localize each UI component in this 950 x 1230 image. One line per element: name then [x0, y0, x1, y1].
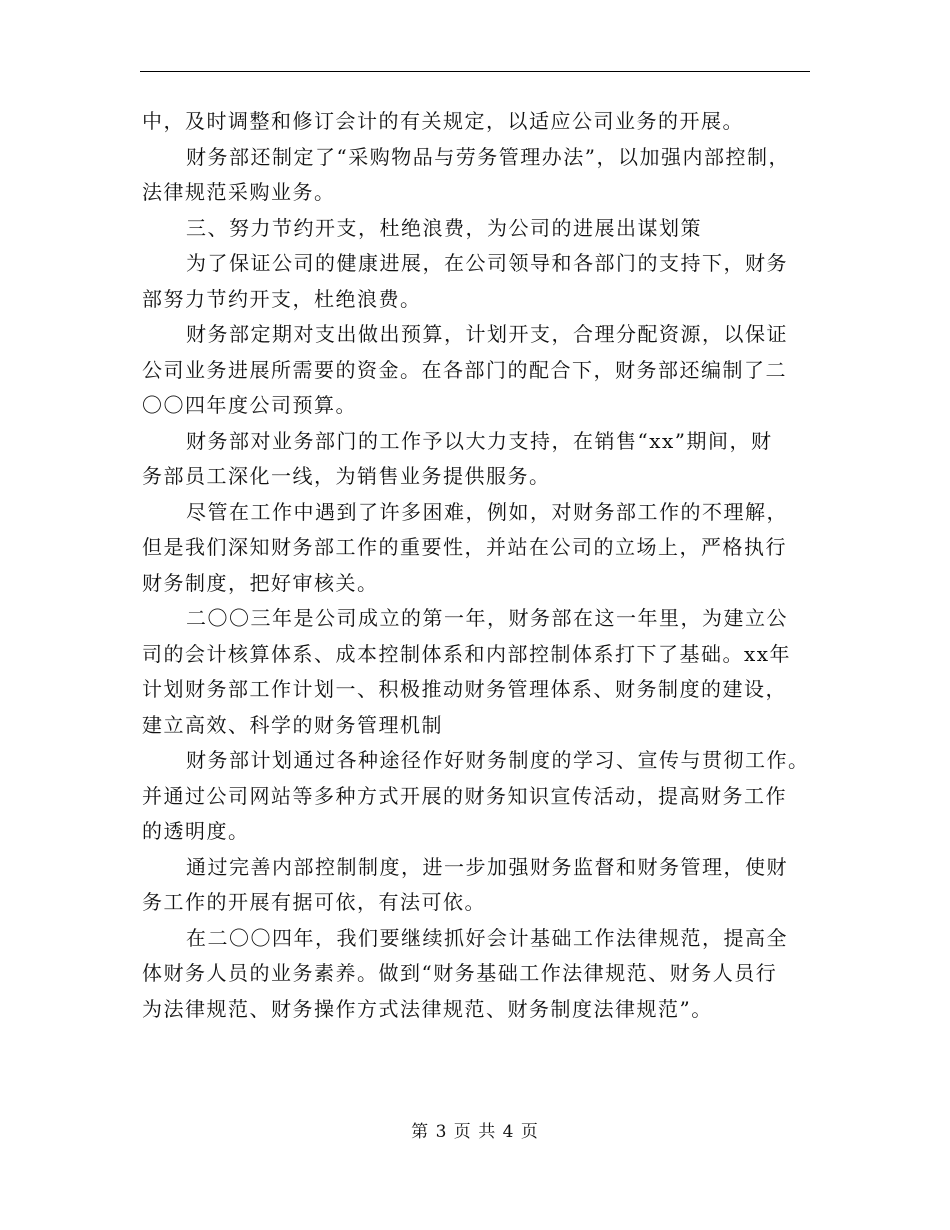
text-line: 财务部还制定了“采购物品与劳务管理办法”，以加强内部控制， [186, 144, 790, 169]
text-line: 法律规范采购业务。 [142, 180, 336, 204]
text-line: 的透明度。 [142, 819, 250, 843]
text-line: 为了保证公司的健康进展，在公司领导和各部门的支持下，财务 [186, 251, 788, 275]
body-text [142, 104, 812, 1027]
text-line: 务工作的开展有据可依，有法可依。 [142, 890, 486, 914]
text-line: 计划财务部工作计划一、积极推动财务管理体系、财务制度的建设， [142, 677, 787, 701]
text-line: 二〇〇三年是公司成立的第一年，财务部在这一年里，为建立公 [186, 606, 788, 630]
text-line: 中，及时调整和修订会计的有关规定，以适应公司业务的开展。 [142, 109, 744, 133]
text-line: 财务部对业务部门的工作予以大力支持，在销售“xx”期间，财 [186, 428, 773, 453]
text-line: 务部员工深化一线，为销售业务提供服务。 [142, 464, 551, 488]
text-line: 公司业务进展所需要的资金。在各部门的配合下，财务部还编制了二 [142, 357, 787, 382]
header-rule [140, 71, 810, 72]
text-line: 为法律规范、财务操作方式法律规范、财务制度法律规范”。 [142, 996, 713, 1021]
text-line: 财务制度，把好审核关。 [142, 570, 379, 595]
text-line: 并通过公司网站等多种方式开展的财务知识宣传活动，提高财务工作 [142, 783, 787, 808]
text-line: 建立高效、科学的财务管理机制 [142, 712, 443, 737]
text-line: 尽管在工作中遇到了许多困难，例如，对财务部工作的不理解， [186, 499, 788, 524]
page-number-footer: 第 3 页 共 4 页 [411, 1122, 539, 1142]
section-heading: 三、努力节约开支，杜绝浪费，为公司的进展出谋划策 [186, 215, 702, 240]
text-line: 在二〇〇四年，我们要继续抓好会计基础工作法律规范，提高全 [186, 925, 788, 950]
text-line: 通过完善内部控制制度，进一步加强财务监督和财务管理，使财 [186, 854, 788, 879]
text-line: 财务部计划通过各种途径作好财务制度的学习、宣传与贯彻工作。 [186, 748, 810, 772]
text-line: 部努力节约开支，杜绝浪费。 [142, 286, 422, 311]
text-line: 但是我们深知财务部工作的重要性，并站在公司的立场上，严格执行 [142, 535, 787, 559]
text-line: 〇〇四年度公司预算。 [142, 393, 357, 417]
text-line: 财务部定期对支出做出预算，计划开支，合理分配资源，以保证 [186, 322, 788, 346]
text-line: 体财务人员的业务素养。做到“财务基础工作法律规范、财务人员行 [142, 961, 778, 985]
text-line: 司的会计核算体系、成本控制体系和内部控制体系打下了基础。xx年 [142, 641, 792, 666]
